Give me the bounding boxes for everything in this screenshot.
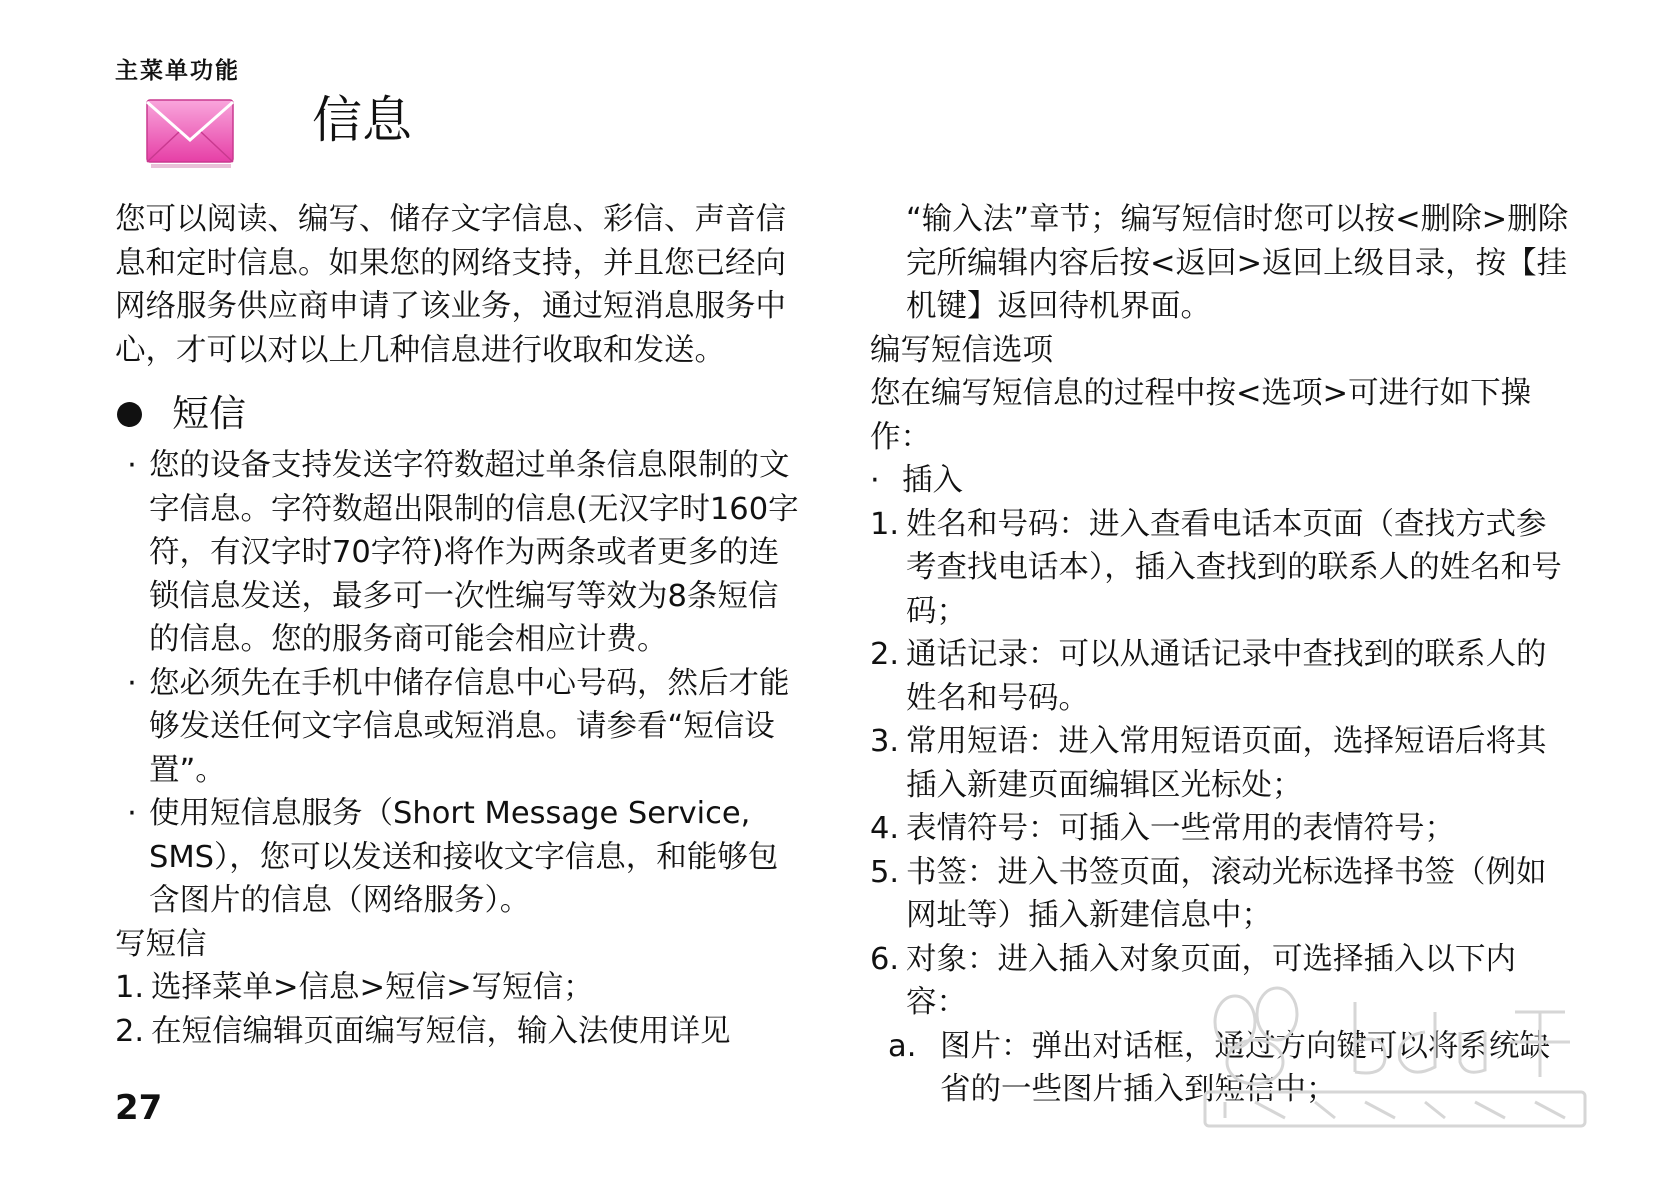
options-heading: 编写短信选项 [870,332,1053,368]
list-item-text: 您必须先在手机中储存信息中心号码，然后才能够发送任何文字信息或短消息。请参看“短信设置”。 [149,665,790,788]
section-label: 主菜单功能 [115,58,240,84]
step-text: 选择菜单>信息>短信>写短信； [151,970,594,1005]
left-column [115,198,805,1053]
bullet-marker: · [127,448,137,483]
step-item [115,966,805,1010]
item-number: 2. [870,637,900,672]
page-title: 信息 [312,91,412,149]
option-item [870,807,1570,851]
bullet-marker: · [870,463,880,498]
sub-item-letter: a. [888,1028,917,1064]
baidu-watermark-logo [1195,982,1595,1132]
sub-item-text: 图片：弹出对话框，通过方向键可以将系统缺省的一些图片插入到短信中； [940,1028,1550,1107]
item-text: 姓名和号码：进入查看电话本页面（查找方式参考查找电话本），插入查找到的联系人的姓名和号码； [906,506,1562,629]
item-text: 常用短语：进入常用短语页面，选择短语后将其插入新建页面编辑区光标处； [906,724,1547,803]
bullet-marker: · [127,665,137,701]
envelope-icon [145,96,235,170]
insert-label-text: 插入 [902,463,963,498]
item-text: 书签：进入书签页面，滚动光标选择书签（例如网址等）插入新建信息中； [906,854,1547,933]
item-number: 6. [870,941,900,977]
list-item [115,662,805,793]
list-item [115,792,805,923]
item-text: 对象：进入插入对象页面，可选择插入以下内容： [906,941,1516,1020]
step-item [115,1010,805,1054]
item-number: 3. [870,724,900,759]
option-item [870,851,1570,938]
bullet-dot-icon [117,402,142,427]
option-item [870,720,1570,807]
option-item [870,503,1570,634]
step-number: 2. [115,1013,145,1049]
bullet-marker: · [127,796,137,831]
sms-heading [115,390,805,438]
page-number: 27 [115,1088,163,1128]
item-number: 1. [870,506,900,542]
step-number: 1. [115,970,145,1005]
step-text: 在短信编辑页面编写短信，输入法使用详见 [151,1013,731,1049]
insert-label [870,459,1570,503]
item-text: 表情符号：可插入一些常用的表情符号； [906,811,1455,846]
options-intro: 您在编写短信息的过程中按<选项>可进行如下操作： [870,376,1532,455]
intro-paragraph: 您可以阅读、编写、储存文字信息、彩信、声音信息和定时信息。如果您的网络支持，并且您已经向网络服务供应商申请了该业务，通过短消息服务中心，才可以对以上几种信息进行收取和发送。 [115,202,786,368]
continuation-paragraph: “输入法”章节；编写短信时您可以按<删除>删除完所编辑内容后按<返回>返回上级目录，按【挂机键】返回待机界面。 [906,202,1569,324]
write-sms-heading: 写短信 [115,926,207,962]
item-text: 通话记录：可以从通话记录中查找到的联系人的姓名和号码。 [906,637,1547,716]
sms-heading-text: 短信 [172,392,246,435]
list-item-text: 使用短信息服务（Short Message Service, SMS），您可以发送和接收文字信息，和能够包含图片的信息（网络服务）。 [149,796,779,918]
list-item [115,444,805,662]
item-number: 5. [870,854,900,890]
item-number: 4. [870,811,900,846]
right-column [870,198,1570,1112]
list-item-text: 您的设备支持发送字符数超过单条信息限制的文字信息。字符数超出限制的信息(无汉字时160字符，有汉字时70字符)将作为两条或者更多的连锁信息发送，最多可一次性编写等效为8条短信的信息。您的服务商可能会相应计费。 [149,448,799,657]
option-item [870,633,1570,720]
